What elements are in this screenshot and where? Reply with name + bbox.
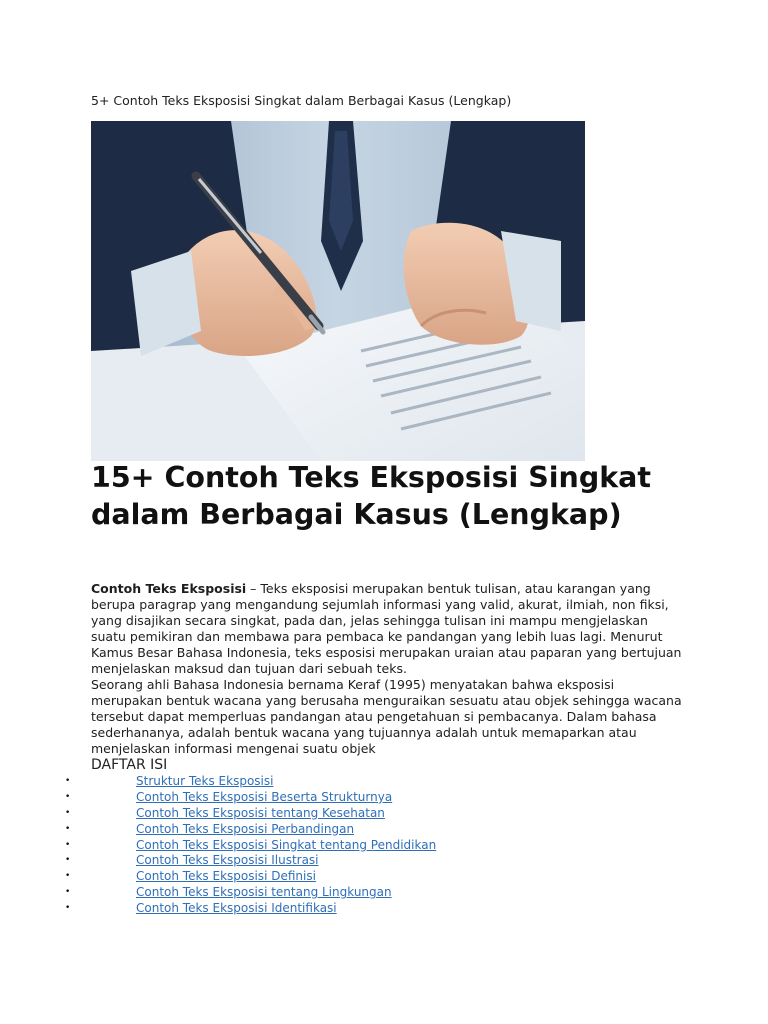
hero-photo-hand-signing-document: [91, 121, 585, 461]
bullet-icon: •: [65, 855, 71, 866]
toc-link-ilustrasi[interactable]: Contoh Teks Eksposisi Ilustrasi: [136, 853, 319, 868]
toc-heading: DAFTAR ISI: [91, 757, 168, 773]
toc-link-beserta-strukturnya[interactable]: Contoh Teks Eksposisi Beserta Strukturnya: [136, 789, 393, 804]
toc-link-perbandingan[interactable]: Contoh Teks Eksposisi Perbandingan: [136, 821, 355, 836]
toc-link-definisi[interactable]: Contoh Teks Eksposisi Definisi: [136, 869, 316, 884]
bullet-icon: •: [65, 807, 71, 818]
bullet-icon: •: [65, 791, 71, 802]
toc-link-identifikasi[interactable]: Contoh Teks Eksposisi Identifikasi: [136, 901, 337, 916]
toc-link-kesehatan[interactable]: Contoh Teks Eksposisi tentang Kesehatan: [136, 805, 385, 820]
page-header-title: 5+ Contoh Teks Eksposisi Singkat dalam Berbagai Kasus (Lengkap): [91, 93, 512, 108]
toc-link-lingkungan[interactable]: Contoh Teks Eksposisi tentang Lingkungan: [136, 885, 392, 900]
bullet-icon: •: [65, 776, 71, 786]
bullet-icon: •: [65, 871, 71, 882]
toc-link-struktur[interactable]: Struktur Teks Eksposisi: [136, 774, 274, 788]
bullet-icon: •: [65, 903, 71, 914]
bullet-icon: •: [65, 887, 71, 898]
intro-paragraph-1-text: – Teks eksposisi merupakan bentuk tulisan, atau karangan yang berupa paragrap yang mengandung sejumlah informasi yang valid, akurat, ilmiah, non fiksi, yang disajikan secara singkat, pada dan, jelas sehingga tulisan ini mampu mengjelaskan suatu pemikiran dan membawa para pembaca ke pandangan yang lebih luas lagi. Menurut Kamus Besar Bahasa Indonesia, teks esposisi merupakan uraian atau paparan yang bertujuan menjelaskan maksud dan tujuan dari sebuah teks.: [91, 581, 682, 676]
intro-paragraph-2: Seorang ahli Bahasa Indonesia bernama Keraf (1995) menyatakan bahwa eksposisi merupakan bentuk wacana yang berusaha menguraikan sesuatu atau objek sehingga wacana tersebut dapat memperluas pandangan atau pengetahuan si pembacanya. Dalam bahasa sederhananya, adalah bentuk wacana yang tujuannya adalah untuk memaparkan atau menjelaskan informasi mengenai suatu objek: [91, 677, 682, 756]
bullet-icon: •: [65, 839, 71, 850]
article-intro: [91, 581, 686, 757]
article-title: 15+ Contoh Teks Eksposisi Singkat dalam Berbagai Kasus (Lengkap): [91, 461, 652, 531]
toc-link-pendidikan[interactable]: Contoh Teks Eksposisi Singkat tentang Pendidikan: [136, 837, 437, 852]
bullet-icon: •: [65, 823, 71, 834]
lead-term: Contoh Teks Eksposisi: [91, 581, 247, 596]
intro-paragraph-1: [91, 581, 686, 677]
